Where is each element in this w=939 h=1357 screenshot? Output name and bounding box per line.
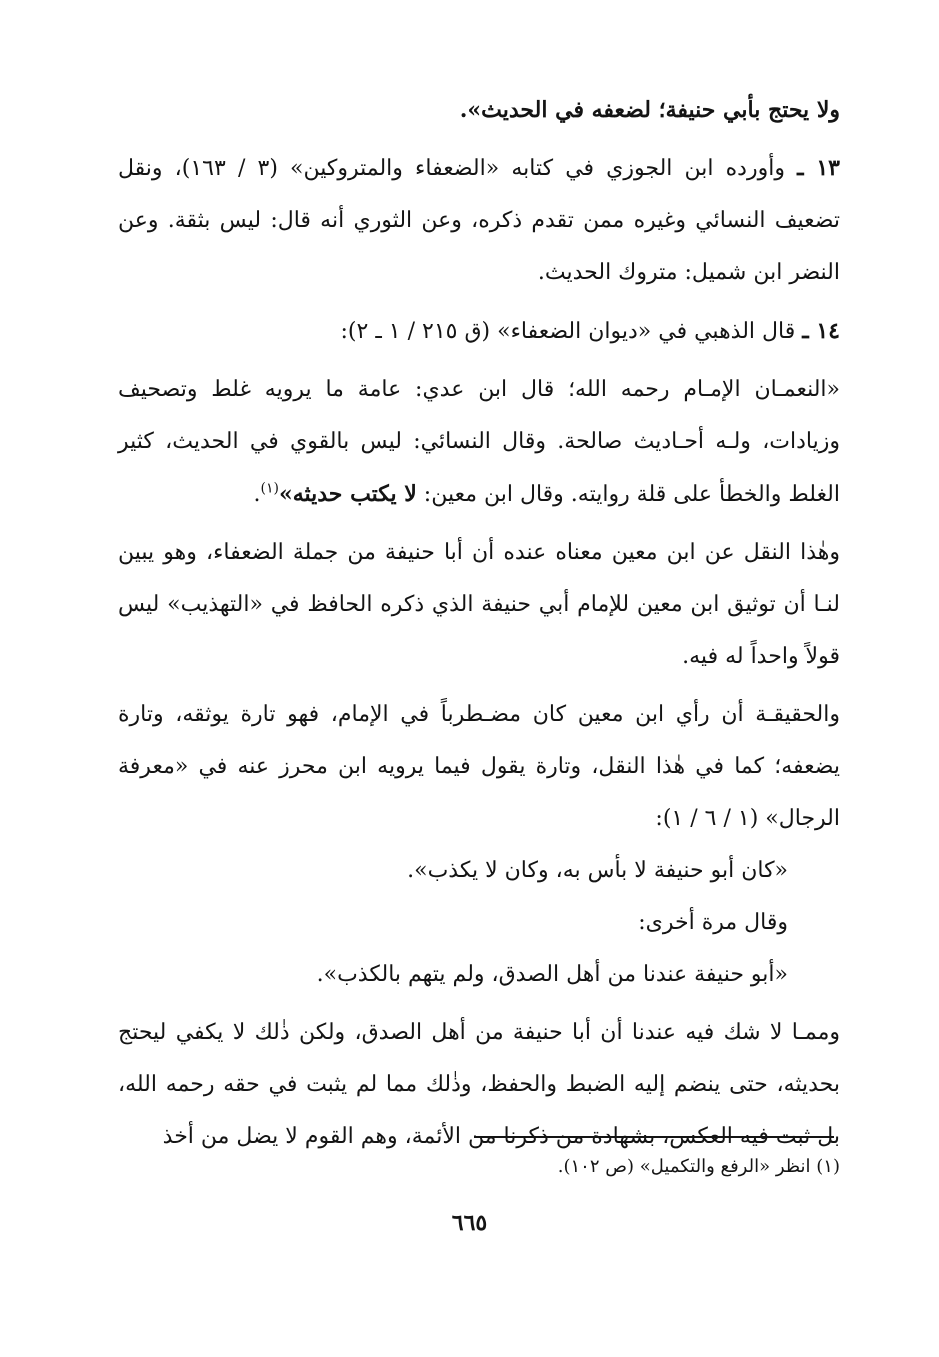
quote-no-harm [118, 845, 840, 897]
paragraph-text: وقال مرة أخرى: [638, 910, 788, 935]
page-number: ٦٦٥ [451, 1210, 488, 1236]
paragraph-reality [118, 689, 840, 845]
paragraph-13 [118, 142, 840, 299]
bold-quote: لا يكتب حديثه» [278, 481, 417, 507]
item-number: ١٤ ـ [802, 318, 840, 344]
paragraph-text: «كان أبو حنيفة لا بأس به، وكان لا يكذب». [407, 858, 788, 883]
paragraph-text: وهٰذا النقل عن ابن معين معناه عنده أن أبا حنيفة من جملة الضعفاء، وهو يبين لنـا أن توثيق ابن معين للإمام أبي حنيفة الذي ذكره الحافظ في «التهذيب» ليس قولاً واحداً له فيه. [118, 540, 840, 669]
footnote-separator [474, 1136, 834, 1138]
paragraph-text: والحقيقـة أن رأي ابن معين كان مضـطرباً في الإمام، فهو تارة يوثقه، وتارة يضعفه؛ كما في هٰذا النقل، وتارة يقول فيما يرويه ابن محرز عنه في «معرفة الرجال» (١ / ٦ / ١): [118, 702, 840, 831]
paragraph-another-time [118, 897, 840, 949]
paragraph-end: . [253, 482, 261, 507]
item-number: ١٣ ـ [797, 155, 840, 181]
paragraph-conclusion [118, 1007, 840, 1163]
main-text [118, 84, 840, 1163]
paragraph-text: وأورده ابن الجوزي في كتابه «الضعفاء والمتروكين» (٣ / ١٦٣)، ونقل تضعيف النسائي وغيره ممن تقدم ذكره، وعن الثوري أنه قال: ليس بثقة. وعن النضر ابن شميل: متروك الحديث. [118, 156, 840, 285]
footnote: (١) انظر «الرفع والتكميل» (ص ١٠٢). [557, 1156, 840, 1177]
paragraph-quote-dhahabi [118, 364, 840, 521]
paragraph-text: ولا يحتج بأبي حنيفة؛ لضعفه في الحديث». [459, 97, 840, 123]
paragraph-text: «النعمـان الإمـام رحمه الله؛ قال ابن عدي: عامة ما يرويه غلط وتصحيف وزيادات، ولـه أحـاديث صالحة. وقال النسائي: ليس بالقوي في الحديث، كثير الغلط والخطأ على قلة روايته. وقال ابن معين: [118, 377, 840, 507]
footnote-marker: (١) [260, 480, 279, 497]
paragraph-text: وممـا لا شك فيه عندنا أن أبا حنيفة من أهل الصدق، ولكن ذٰلك لا يكفي ليحتج بحديثه، حتى ينضم إليه الضبط والحفظ، وذٰلك مما لم يثبت في حقه رحمه الله، بل ثبت فيه العكس، بشهادة من ذكرنا من الأئمة، وهم القوم لا يضل من أخذ [118, 1020, 840, 1149]
paragraph-text: «أبو حنيفة عندنا من أهل الصدق، ولم يتهم بالكذب». [316, 962, 788, 987]
paragraph-14 [118, 305, 840, 358]
paragraph-quote-end [118, 84, 840, 136]
paragraph-commentary [118, 527, 840, 683]
paragraph-text: قال الذهبي في «ديوان الضعفاء» (ق ٢١٥ / ١ ـ ٢): [340, 319, 796, 344]
quote-truthful [118, 949, 840, 1001]
